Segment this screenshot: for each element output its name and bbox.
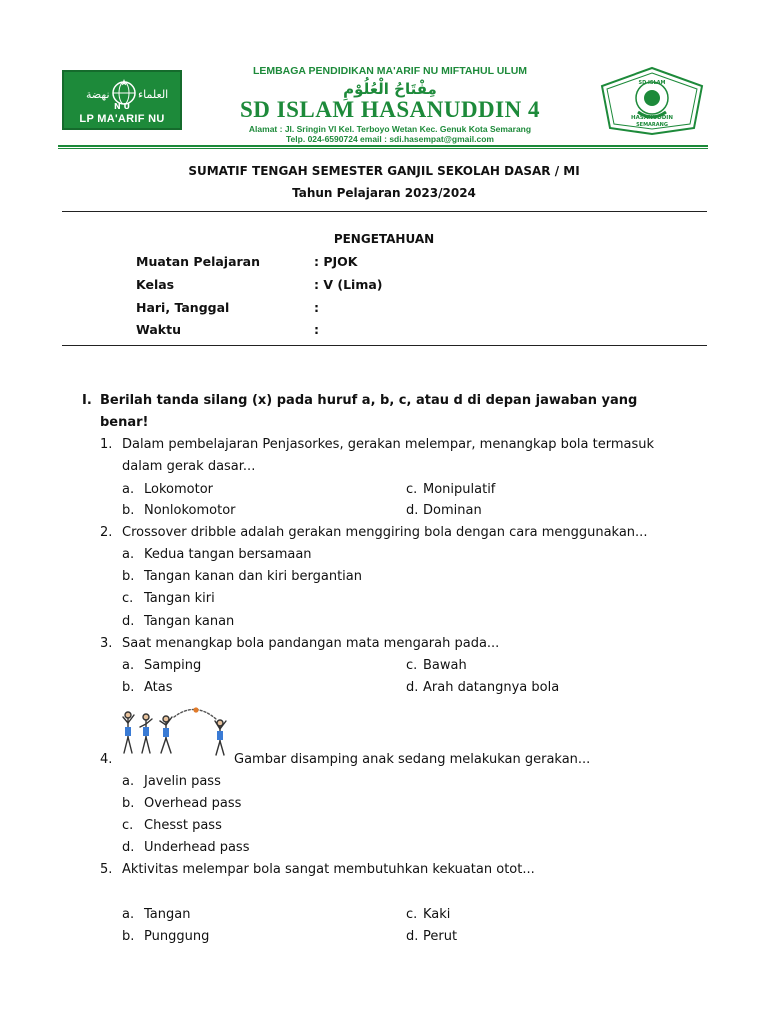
option-letter: b. (122, 680, 135, 695)
question-text: Aktivitas melempar bola sangat membutuhkan kekuatan otot... (122, 862, 535, 877)
info-label-subject: Muatan Pelajaran (136, 254, 261, 269)
option-letter: b. (122, 929, 135, 944)
option-text: Underhead pass (144, 840, 250, 855)
arabic-motto: مِفْتَاحُ الْعُلُوْمِ (343, 80, 437, 98)
option-letter: c. (406, 482, 418, 497)
logo-bottom-text: HASANUDDIN (631, 115, 673, 121)
school-contact: Telp. 024-6590724 email : sdi.hasempat@gmail.com (286, 134, 494, 144)
option-letter: c. (122, 818, 134, 833)
svg-text:ﺍﻟﻌﻠﻤﺎﺀ: ﺍﻟﻌﻠﻤﺎﺀ (138, 88, 169, 101)
exam-year: Tahun Pelajaran 2023/2024 (292, 186, 476, 200)
info-value-date: : (314, 300, 319, 315)
option-text: Bawah (423, 658, 467, 673)
option-text: Arah datangnya bola (423, 680, 560, 695)
question-text: Gambar disamping anak sedang melakukan gerakan... (234, 752, 591, 767)
instruction-line2: benar! (100, 415, 149, 430)
option-text: Dominan (423, 503, 482, 518)
option-letter: b. (122, 503, 135, 518)
option-text: Tangan kanan dan kiri bergantian (144, 569, 362, 584)
section-title: PENGETAHUAN (333, 232, 435, 246)
question-text-cont: dalam gerak dasar... (122, 459, 256, 474)
option-letter: c. (122, 591, 134, 606)
option-letter: b. (122, 796, 135, 811)
question-text: Saat menangkap bola pandangan mata mengarah pada... (122, 636, 500, 651)
option-text: Javelin pass (144, 774, 221, 789)
svg-text:ﻧﻬﻀﺔ: ﻧﻬﻀﺔ (86, 88, 110, 101)
info-value-time: : (314, 322, 319, 337)
header-divider-thin (58, 148, 708, 149)
question-number: 4. (100, 752, 113, 767)
option-letter: c. (406, 658, 418, 673)
instruction-line1: Berilah tanda silang (x) pada huruf a, b, c, atau d di depan jawaban yang (100, 393, 638, 408)
option-text: Monipulatif (423, 482, 496, 497)
ball-icon (193, 707, 198, 712)
option-text: Chesst pass (144, 818, 222, 833)
option-letter: a. (122, 774, 135, 789)
option-letter: a. (122, 547, 135, 562)
option-letter: a. (122, 907, 135, 922)
option-text: Tangan (144, 907, 191, 922)
option-letter: c. (406, 907, 418, 922)
question-number: 2. (100, 525, 113, 540)
info-rule (62, 345, 707, 346)
school-address: Alamat : Jl. Sringin VI Kel. Terboyo Wetan Kec. Genuk Kota Semarang (248, 124, 532, 134)
option-text: Tangan kiri (144, 591, 215, 606)
option-text: Samping (144, 658, 202, 673)
school-logo (598, 66, 706, 136)
info-value-subject: : PJOK (314, 254, 358, 269)
logo-label: LP MA'ARIF NU (79, 113, 165, 125)
option-text: Perut (423, 929, 458, 944)
option-letter: d. (122, 840, 135, 855)
logo-nu-letters: N U (114, 102, 130, 111)
option-text: Nonlokomotor (144, 503, 236, 518)
logo-city-text: SEMARANG (636, 122, 668, 128)
option-letter: d. (406, 503, 419, 518)
option-text: Kaki (423, 907, 451, 922)
option-text: Punggung (144, 929, 210, 944)
option-text: Kedua tangan bersamaan (144, 547, 312, 562)
info-label-date: Hari, Tanggal (136, 300, 230, 315)
exam-title: SUMATIF TENGAH SEMESTER GANJIL SEKOLAH DASAR / MI (188, 164, 580, 178)
option-text: Atas (144, 680, 173, 695)
question-number: 1. (100, 437, 113, 452)
info-value-class: : V (Lima) (314, 277, 383, 292)
option-text: Tangan kanan (144, 614, 235, 629)
school-name: SD ISLAM HASANUDDIN 4 (240, 97, 540, 122)
instruction-number: I. (82, 393, 92, 408)
title-rule (62, 211, 707, 212)
institution-name: LEMBAGA PENDIDIKAN MA'ARIF NU MIFTAHUL ULUM (252, 65, 528, 77)
header-divider (58, 145, 708, 147)
option-letter: b. (122, 569, 135, 584)
option-letter: a. (122, 658, 135, 673)
info-label-class: Kelas (136, 277, 175, 292)
option-letter: d. (406, 929, 419, 944)
info-label-time: Waktu (136, 322, 181, 337)
passing-illustration (120, 705, 232, 761)
question-text: Dalam pembelajaran Penjasorkes, gerakan melempar, menangkap bola termasuk (122, 437, 654, 452)
question-text: Crossover dribble adalah gerakan menggiring bola dengan cara menggunakan... (122, 525, 648, 540)
question-number: 5. (100, 862, 113, 877)
option-text: Overhead pass (144, 796, 242, 811)
option-letter: a. (122, 482, 135, 497)
logo-top-text: SD ISLAM (638, 80, 666, 86)
question-number: 3. (100, 636, 113, 651)
lp-maarif-logo (62, 70, 182, 130)
option-text: Lokomotor (144, 482, 213, 497)
option-letter: d. (122, 614, 135, 629)
option-letter: d. (406, 680, 419, 695)
